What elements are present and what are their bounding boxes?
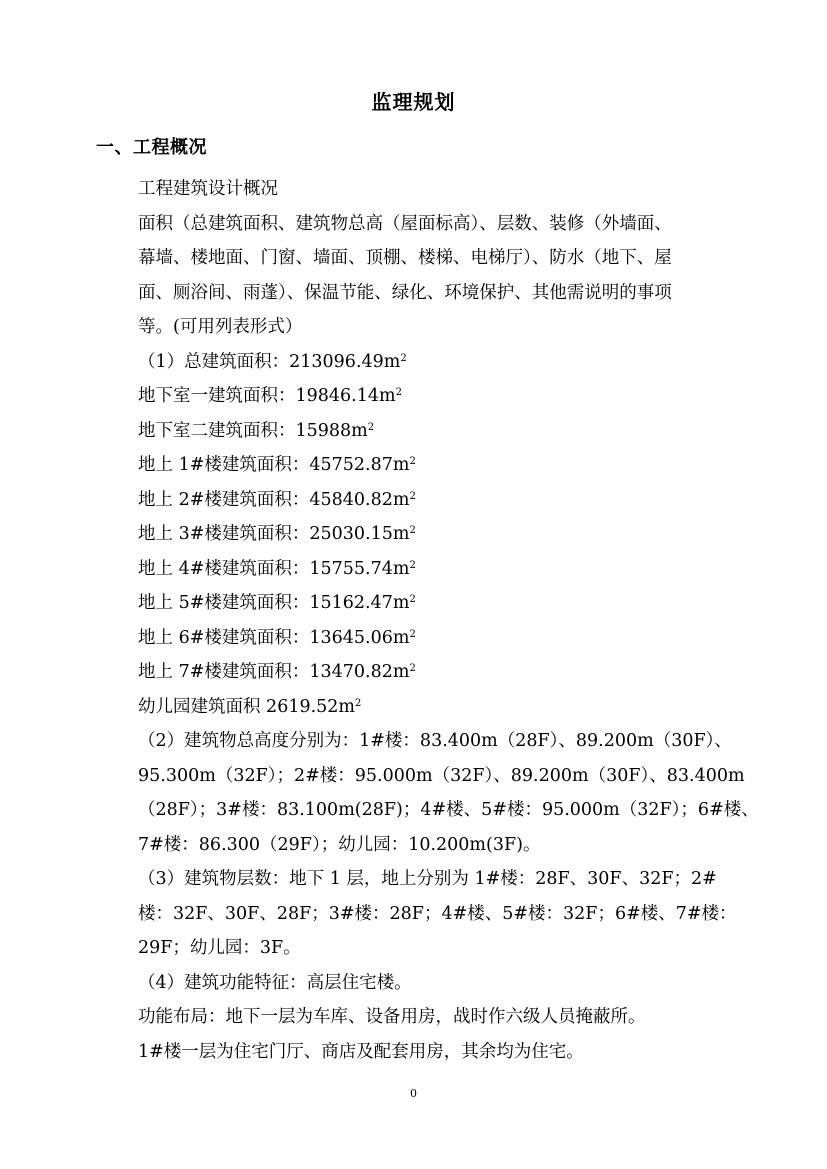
area-text: 地下室二建筑面积：15988m (138, 420, 368, 441)
paragraph-line: （2）建筑物总高度分别为：1#楼：83.400m（28F）、89.200m（30F）、 (138, 731, 732, 751)
area-text: 地上 3#楼建筑面积：25030.15m (138, 524, 410, 544)
area-line-building-1 (138, 448, 732, 483)
area-line-kindergarten (138, 690, 732, 725)
area-unit-superscript: 2 (409, 456, 416, 467)
area-line-building-5 (138, 586, 732, 621)
paragraph-line: 面、厕浴间、雨蓬）、保温节能、绿化、环境保护、其他需说明的事项 (138, 282, 672, 303)
paragraph-line: （28F）；3#楼：83.100m(28F)；4#楼、5#楼：95.000m（32F）；6#楼、 (138, 800, 759, 820)
paragraph-line: 幕墙、楼地面、门窗、墙面、顶棚、楼梯、电梯厅）、防水（地下、屋 (138, 248, 672, 268)
paragraph-line: 7#楼：86.300（29F）；幼儿园：10.200m(3F)。 (138, 834, 541, 855)
area-unit-superscript: 2 (409, 559, 416, 571)
page-number: 0 (410, 1087, 417, 1100)
paragraph-line: （3）建筑物层数：地下 1 层，地上分别为 1#楼：28F、30F、32F；2# (138, 869, 717, 889)
paragraph-line: （4）建筑功能特征：高层住宅楼。 (138, 972, 412, 993)
paragraph-line: 面积（总建筑面积、建筑物总高（屋面标高）、层数、装修（外墙面、 (138, 213, 672, 234)
area-unit-superscript: 2 (409, 594, 416, 605)
area-unit-superscript: 2 (409, 663, 416, 674)
area-text: 地上 4#楼建筑面积：15755.74m (138, 558, 410, 579)
area-unit-superscript: 2 (409, 525, 416, 536)
area-line-building-7 (138, 655, 732, 690)
area-line-building-4 (138, 552, 732, 587)
area-text: 地上 6#楼建筑面积：13645.06m (138, 627, 410, 648)
area-text: 地上 5#楼建筑面积：15162.47m (138, 593, 410, 613)
area-line-total (138, 345, 732, 380)
area-line-basement-1 (138, 379, 732, 414)
area-unit-superscript: 2 (400, 352, 407, 364)
paragraph-line: 功能布局：地下一层为车库、设备用房，战时作六级人员掩蔽所。 (138, 1007, 646, 1027)
area-text: 地上 2#楼建筑面积：45840.82m (138, 489, 410, 510)
subheading-line: 工程建筑设计概况 (138, 179, 278, 199)
area-unit-superscript: 2 (409, 490, 416, 502)
area-line-building-6 (138, 621, 732, 656)
paragraph-line: 楼：32F、30F、28F；3#楼：28F；4#楼、5#楼：32F；6#楼、7#楼： (138, 903, 737, 924)
area-text: 地上 1#楼建筑面积：45752.87m (138, 455, 410, 475)
paragraph-line: 95.300m（32F）；2#楼：95.000m（32F）、89.200m（30F）、83.400m (138, 765, 745, 786)
area-unit-superscript: 2 (355, 697, 362, 709)
area-text: 幼儿园建筑面积 2619.52m (138, 696, 356, 717)
area-line-building-3 (138, 517, 732, 552)
area-unit-superscript: 2 (409, 628, 416, 640)
area-text: 地上 7#楼建筑面积：13470.82m (138, 662, 410, 682)
area-text: 地下室一建筑面积：19846.14m (138, 386, 396, 406)
section-heading: 一、工程概况 (96, 137, 207, 158)
area-unit-superscript: 2 (395, 387, 402, 398)
document-body (138, 172, 759, 1069)
document-title: 监理规划 (371, 90, 456, 114)
area-text: （1）总建筑面积：213096.49m (138, 351, 401, 372)
paragraph-line: 等。(可用列表形式） (138, 317, 303, 337)
area-line-building-2 (138, 483, 732, 518)
paragraph-line: 29F；幼儿园：3F。 (138, 938, 301, 958)
paragraph-line: 1#楼一层为住宅门厅、商店及配套用房，其余均为住宅。 (138, 1041, 584, 1062)
area-unit-superscript: 2 (367, 421, 375, 433)
area-line-basement-2 (138, 414, 732, 449)
